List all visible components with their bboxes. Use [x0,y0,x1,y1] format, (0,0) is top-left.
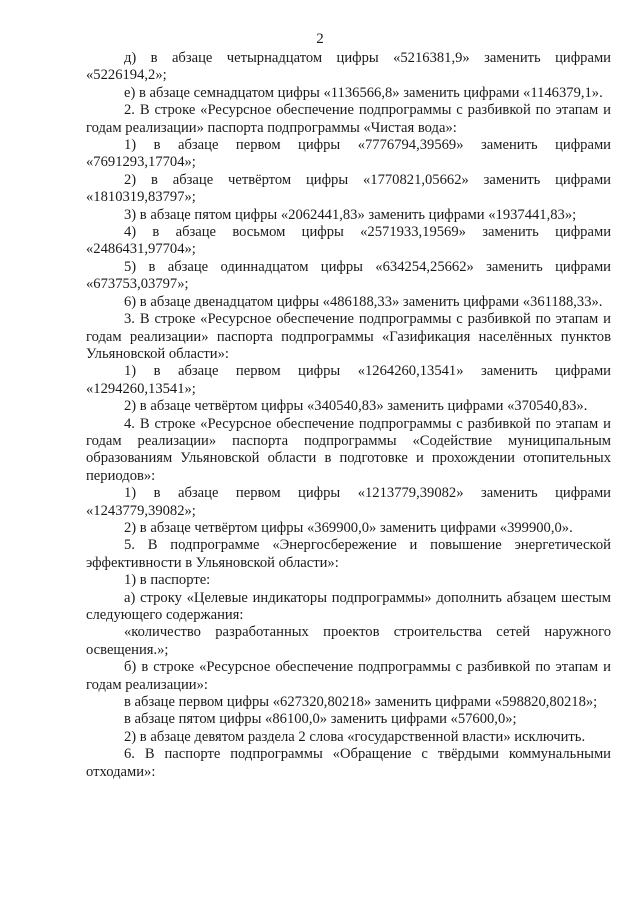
paragraph-item-4-2: 2) в абзаце четвёртом цифры «369900,0» заменить цифрами «399900,0». [124,519,573,536]
paragraph-item-5-heading: 5. В подпрограмме «Энергосбережение и повышение энергетической эффективности в Ульяновской области»: [86,537,611,571]
paragraph-item-6-heading: 6. В паспорте подпрограммы «Обращение с твёрдыми коммунальными отходами»: [86,746,611,780]
paragraph-item-3-2: 2) в абзаце четвёртом цифры «340540,83» заменить цифрами «370540,83». [124,398,588,415]
paragraph-item-5-1-b-first: в абзаце первом цифры «627320,80218» заменить цифрами «598820,80218»; [124,694,598,711]
paragraph-item-2-4: 4) в абзаце восьмом цифры «2571933,19569» заменить цифрами «2486431,97704»; [86,224,611,258]
paragraph-amend-e: е) в абзаце семнадцатом цифры «1136566,8» заменить цифрами «1146379,1». [124,84,603,101]
paragraph-item-5-1-b: б) в строке «Ресурсное обеспечение подпрограммы с разбивкой по этапам и годам реализации»: [86,659,611,693]
paragraph-item-5-1-b-fifth: в абзаце пятом цифры «86100,0» заменить цифрами «57600,0»; [124,711,517,728]
paragraph-item-2-5: 5) в абзаце одиннадцатом цифры «634254,25662» заменить цифрами «673753,03797»; [86,258,611,293]
paragraph-item-5-1: 1) в паспорте: [124,572,211,589]
paragraph-item-2-heading: 2. В строке «Ресурсное обеспечение подпрограммы с разбивкой по этапам и годам реализации» паспорта подпрограммы «Чистая вода»: [86,102,611,136]
paragraph-item-3-heading: 3. В строке «Ресурсное обеспечение подпрограммы с разбивкой по этапам и годам реализации» паспорта подпрограммы «Газификация населённых пунктов Ульяновской области»: [86,311,611,362]
paragraph-item-2-3: 3) в абзаце пятом цифры «2062441,83» заменить цифрами «1937441,83»; [124,206,577,223]
page-number: 2 [316,31,324,47]
paragraph-item-4-heading: 4. В строке «Ресурсное обеспечение подпрограммы с разбивкой по этапам и годам реализации» паспорта подпрограммы «Содействие муниципальным образованиям Ульяновской области в подготовке и прохождении отопительных периодов»: [86,415,611,484]
paragraph-item-5-2: 2) в абзаце девятом раздела 2 слова «государственной власти» исключить. [124,728,586,745]
paragraph-item-3-1: 1) в абзаце первом цифры «1264260,13541» заменить цифрами «1294260,13541»; [86,363,611,397]
paragraph-item-2-1: 1) в абзаце первом цифры «7776794,39569» заменить цифрами «7691293,17704»; [86,137,611,171]
paragraph-amend-d: д) в абзаце четырнадцатом цифры «5216381,9» заменить цифрами «5226194,2»; [86,50,611,84]
paragraph-item-5-1-a: а) строку «Целевые индикаторы подпрограммы» дополнить абзацем шестым следующего содержания: [86,589,611,623]
document-body [86,50,611,781]
paragraph-item-2-2: 2) в абзаце четвёртом цифры «1770821,05662» заменить цифрами «1810319,83797»; [86,171,611,206]
paragraph-item-5-1-a-quote: «количество разработанных проектов строительства сетей наружного освещения.»; [86,624,611,658]
paragraph-item-4-1: 1) в абзаце первом цифры «1213779,39082» заменить цифрами «1243779,39082»; [86,485,611,519]
paragraph-item-2-6: 6) в абзаце двенадцатом цифры «486188,33» заменить цифрами «361188,33». [124,293,603,310]
